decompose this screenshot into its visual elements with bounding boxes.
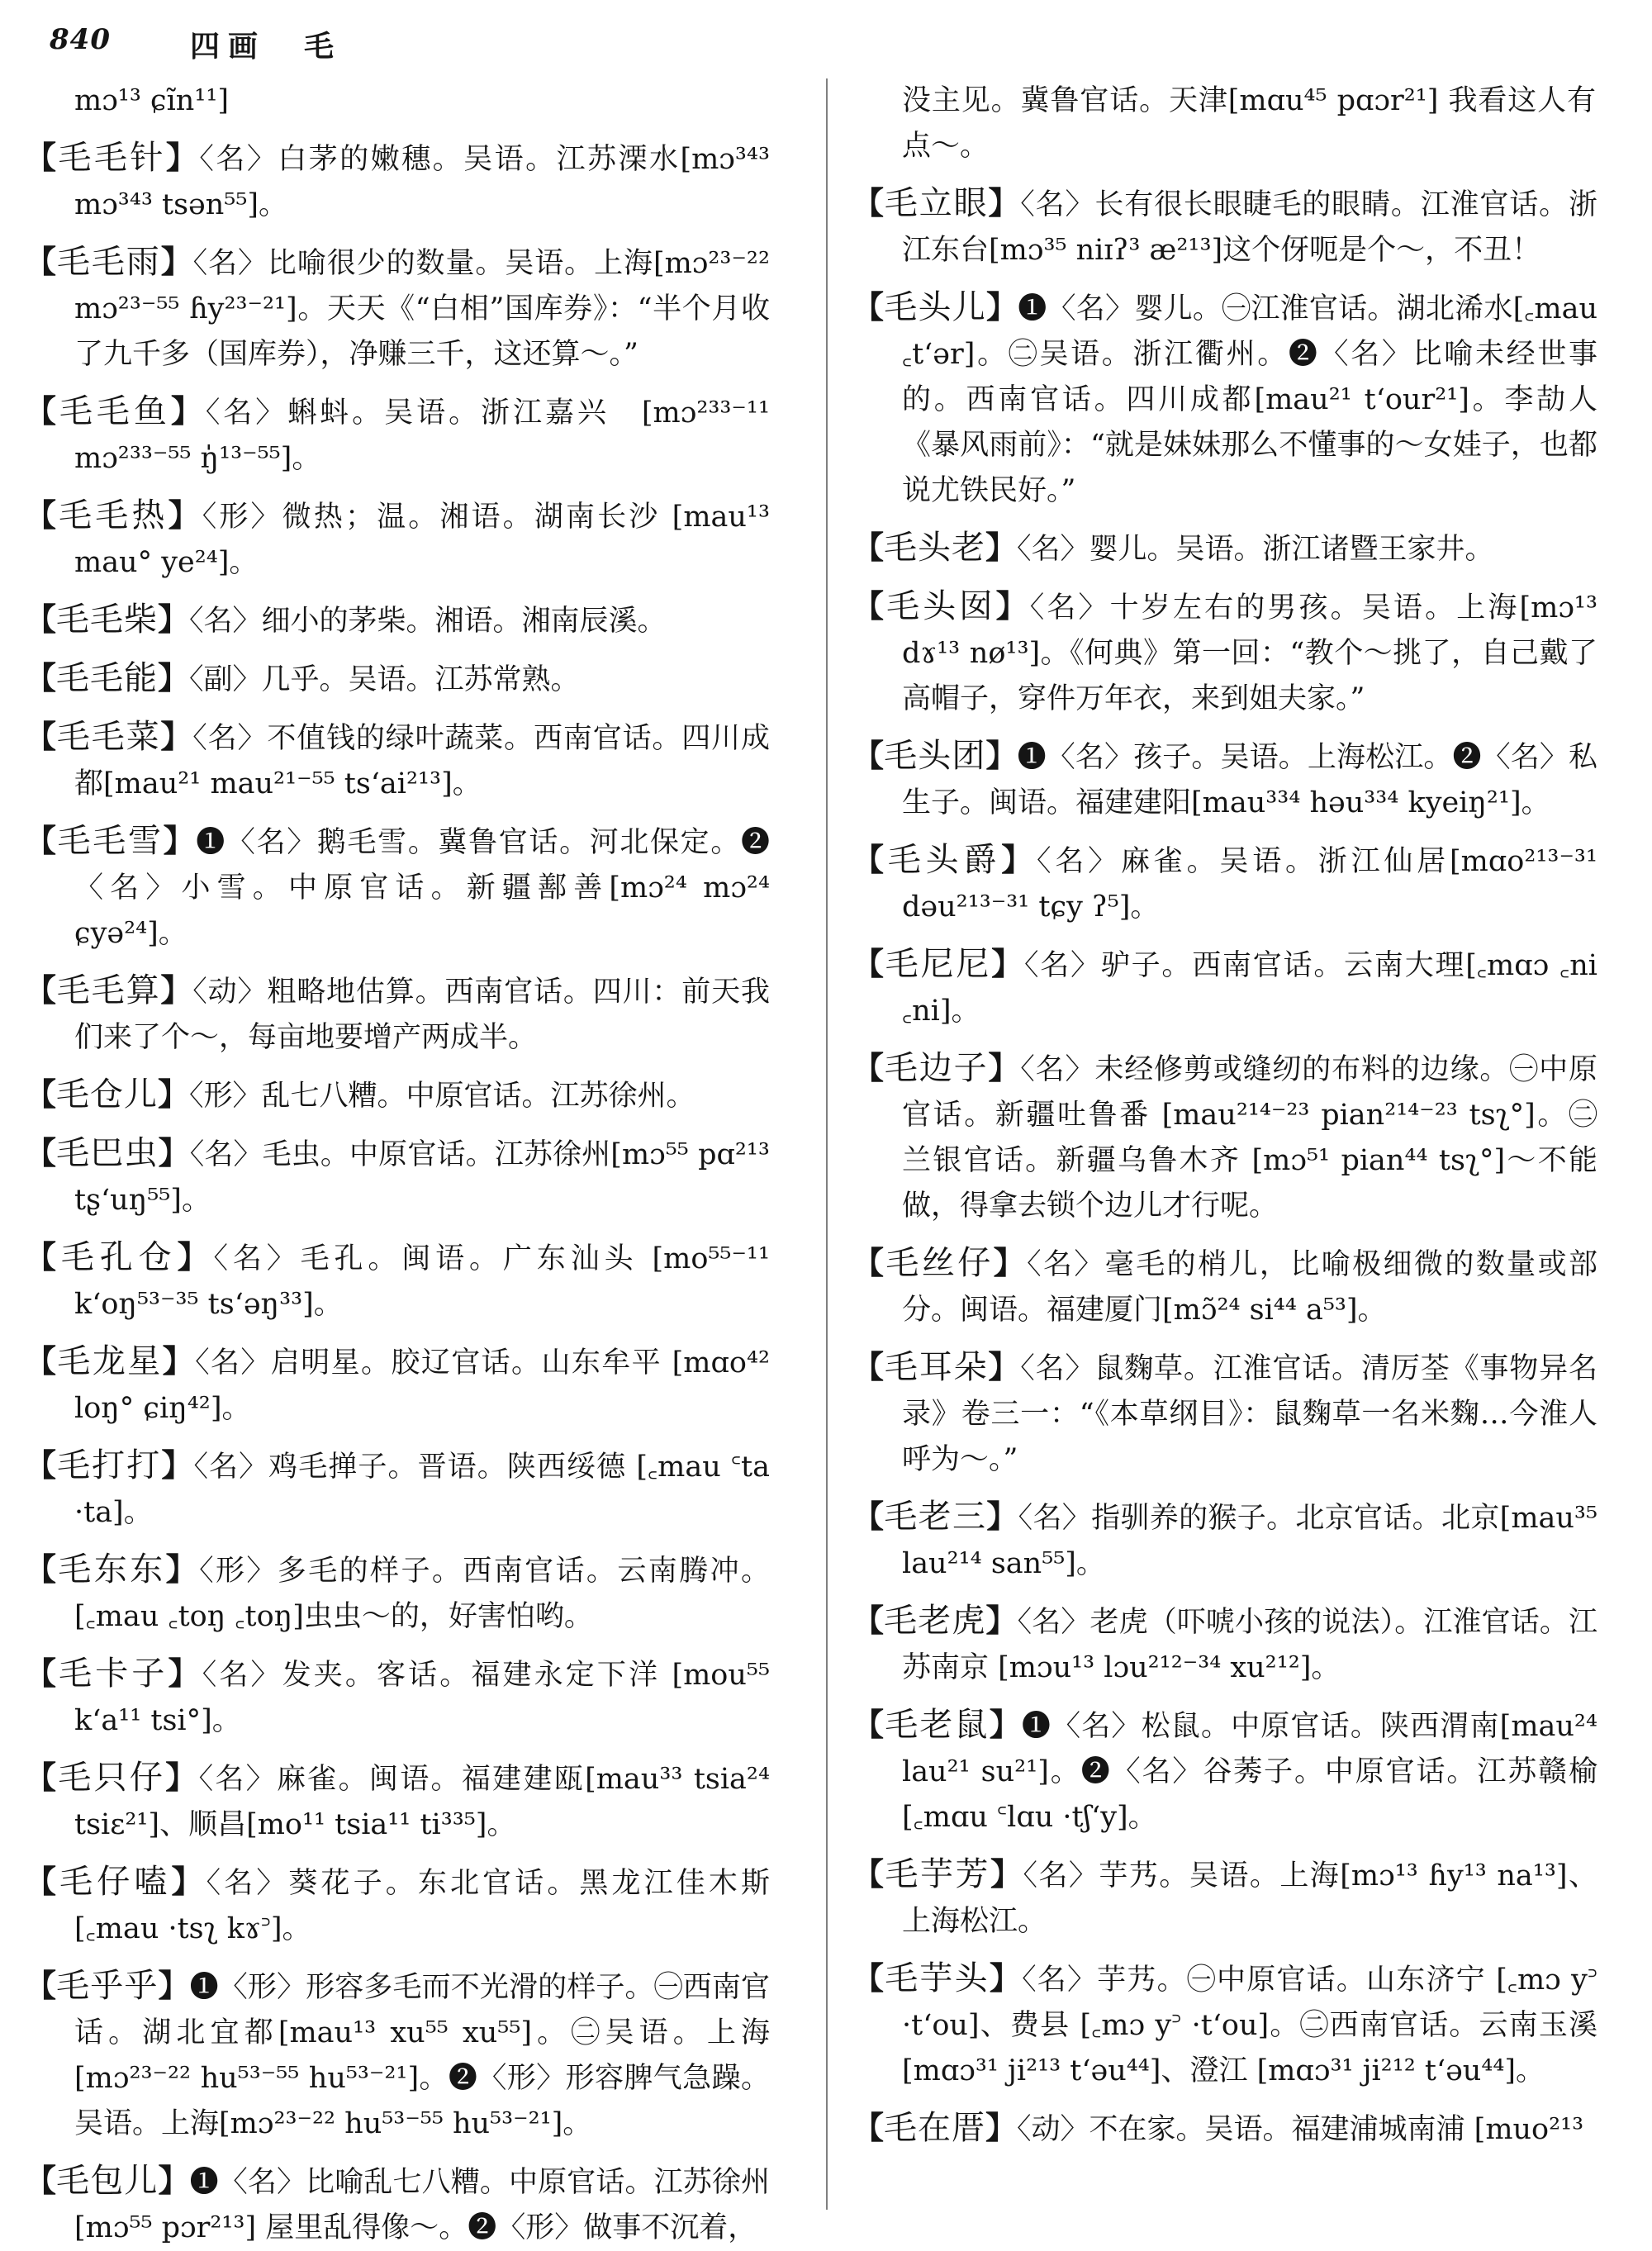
closing-bracket: 】: [986, 1498, 1018, 1535]
entry-headword: 毛只仔: [58, 1759, 166, 1797]
opening-bracket: 【: [25, 659, 57, 696]
dictionary-entry: [852, 1344, 1621, 1483]
entry-definition: 〈形〉微热；温。湘语。湖南长沙 [mau¹³ mau° ye²⁴]。: [74, 501, 770, 579]
entry-headword: 毛东东: [58, 1551, 166, 1589]
opening-bracket: 【: [852, 1049, 885, 1086]
entry-headword: 毛丝仔: [885, 1244, 994, 1282]
opening-bracket: 【: [25, 243, 57, 280]
page-header: [50, 23, 1602, 73]
right-column-continuation: 没主见。冀鲁官话。天津[mɑu⁴⁵ pɑɔr²¹] 我看这人有点～。: [902, 84, 1596, 163]
opening-bracket: 【: [25, 1076, 57, 1113]
opening-bracket: 【: [852, 288, 885, 325]
entry-definition: 〈名〉蝌蚪。吴语。浙江嘉兴 [mɔ²³³⁻¹¹ mɔ²³³⁻⁵⁵ ŋ̍¹³⁻⁵⁵]。: [74, 397, 770, 475]
opening-bracket: 【: [25, 1134, 57, 1171]
closing-bracket: 】: [160, 971, 193, 1009]
entry-headword: 毛毛算: [56, 971, 161, 1009]
closing-bracket: 】: [990, 1855, 1023, 1892]
closing-bracket: 】: [985, 529, 1018, 566]
dictionary-entry: [25, 239, 793, 378]
closing-bracket: 】: [988, 1348, 1021, 1385]
entry-headword: 毛包儿: [56, 2162, 159, 2200]
dictionary-entry: [25, 1338, 793, 1432]
dictionary-entry: [852, 1045, 1621, 1229]
opening-bracket: 【: [25, 1342, 58, 1380]
closing-bracket: 】: [988, 184, 1021, 221]
opening-bracket: 【: [25, 601, 57, 638]
opening-bracket: 【: [852, 587, 887, 624]
opening-bracket: 【: [25, 139, 59, 176]
entry-headword: 毛巴虫: [56, 1134, 159, 1172]
closing-bracket: 】: [168, 1655, 202, 1692]
dictionary-entry: [852, 2105, 1621, 2153]
opening-bracket: 【: [852, 1602, 885, 1639]
entry-definition: ❶〈名〉鹅毛雪。冀鲁官话。河北保定。❷〈名〉小雪。中原官话。新疆鄯善[mɔ²⁴ mɔ²⁴ ɕyə²⁴]。: [74, 826, 770, 950]
entry-definition: 〈名〉鼠麴草。江淮官话。清厉荃《事物异名录》卷三一：“《本草纲目》：鼠麴草一名米麴…今淮人呼为～。”: [902, 1352, 1597, 1476]
opening-bracket: 【: [852, 2109, 885, 2146]
opening-bracket: 【: [25, 1759, 59, 1796]
entry-definition: 〈名〉毛虫。中原官话。江苏徐州[mɔ⁵⁵ pɑ²¹³ tʂ‘uŋ⁵⁵]。: [74, 1138, 770, 1217]
entry-headword: 毛头囡: [886, 587, 996, 625]
entry-definition: 〈形〉多毛的样子。西南官话。云南腾冲。[꜀mau ꜀toŋ ꜀toŋ]虫虫～的，好害怕哟。: [74, 1555, 770, 1633]
entry-definition: 〈名〉芋艿。吴语。上海[mɔ¹³ ɦy¹³ na¹³]、上海松江。: [902, 1859, 1597, 1938]
opening-bracket: 【: [25, 496, 59, 534]
entry-headword: 毛仔嗑: [59, 1863, 172, 1901]
opening-bracket: 【: [852, 1855, 885, 1892]
entry-headword: 毛毛鱼: [59, 392, 171, 430]
page-number: 840: [50, 23, 111, 56]
closing-bracket: 】: [165, 139, 200, 176]
opening-bracket: 【: [852, 1959, 885, 1997]
opening-bracket: 【: [25, 1863, 60, 1900]
entry-definition: 〈名〉麻雀。闽语。福建建瓯[mau³³ tsia²⁴ tsiɛ²¹]、顺昌[mo¹¹ tsia¹¹ ti³³⁵]。: [74, 1763, 770, 1841]
opening-bracket: 【: [25, 971, 57, 1009]
opening-bracket: 【: [852, 529, 885, 566]
opening-bracket: 【: [852, 1348, 885, 1385]
entry-headword: 毛尼尼: [885, 945, 992, 983]
entry-headword: 毛打打: [57, 1446, 162, 1484]
closing-bracket: 】: [158, 659, 190, 696]
entry-definition: 〈名〉老虎（吓唬小孩的说法）。江淮官话。江苏南京 [mɔu¹³ lɔu²¹²⁻³⁴ xu²¹²]。: [902, 1606, 1597, 1684]
entry-definition: 〈动〉粗略地估算。西南官话。四川：前天我们来了个～，每亩地要增产两成半。: [74, 976, 770, 1054]
entry-headword: 毛毛能: [56, 659, 159, 697]
dictionary-entry: [852, 837, 1621, 930]
opening-bracket: 【: [852, 184, 885, 221]
entry-definition: 〈名〉比喻很少的数量。吴语。上海[mɔ²³⁻²² mɔ²³⁻⁵⁵ ɦy²³⁻²¹]。天天《“白相”国库券》：“半个月收了九千多（国库券），净赚三千，这还算～。”: [74, 247, 770, 371]
entry-definition: 〈名〉毫毛的梢儿，比喻极细微的数量或部分。闽语。福建厦门[mɔ̃²⁴ si⁴⁴ a⁵³]。: [902, 1248, 1597, 1327]
entry-headword: 毛芋芳: [885, 1855, 990, 1893]
dictionary-entry: [25, 1071, 793, 1119]
entry-definition: ❶〈名〉比喻乱七八糟。中原官话。江苏徐州[mɔ⁵⁵ pɔr²¹³] 屋里乱得像～。❷〈形〉做事不沉着，: [74, 2166, 770, 2244]
entry-definition: 〈名〉毛孔。闽语。广东汕头 [mo⁵⁵⁻¹¹ k‘oŋ⁵³⁻³⁵ ts‘əŋ³³]。: [74, 1242, 770, 1321]
closing-bracket: 】: [170, 392, 206, 430]
dictionary-entry: [852, 583, 1621, 722]
entry-headword: 毛毛热: [59, 496, 169, 534]
dictionary-entry: [25, 596, 793, 644]
entry-headword: 毛耳朵: [884, 1348, 989, 1386]
closing-bracket: 】: [158, 1967, 190, 2004]
dictionary-entry: [25, 2158, 793, 2251]
entry-definition: 〈名〉不值钱的绿叶蔬菜。西南官话。四川成都[mau²¹ mau²¹⁻⁵⁵ ts‘ai²¹³]。: [74, 722, 770, 800]
dictionary-entry: [25, 388, 793, 482]
entry-definition: ❶〈名〉松鼠。中原官话。陕西渭南[mau²⁴ lau²¹ su²¹]。❷〈名〉谷莠子。中原官话。江苏赣榆 [꜀mɑu ꜂lɑu ·tʃ‘y]。: [902, 1710, 1597, 1834]
dictionary-entry: [25, 967, 793, 1061]
closing-bracket: 】: [162, 1342, 196, 1380]
dictionary-entry: [25, 1963, 793, 2147]
entry-headword: 毛孔仓: [60, 1238, 178, 1276]
opening-bracket: 【: [25, 1655, 59, 1692]
closing-bracket: 】: [168, 496, 202, 534]
entry-headword: 毛芋头: [885, 1959, 990, 1997]
dictionary-entry: [25, 714, 793, 807]
entry-headword: 毛立眼: [884, 184, 989, 222]
entry-headword: 毛老鼠: [885, 1706, 990, 1744]
dictionary-entry: [852, 941, 1621, 1034]
entry-definition: 〈动〉不在家。吴语。福建浦城南浦 [muo²¹³: [1017, 2113, 1584, 2146]
dictionary-entry: [852, 1240, 1621, 1333]
closing-bracket: 】: [989, 1959, 1023, 1997]
dictionary-entry: [25, 1130, 793, 1223]
entry-headword: 毛毛柴: [56, 601, 159, 639]
entry-definition: 〈名〉麻雀。吴语。浙江仙居[mɑo²¹³⁻³¹ dəu²¹³⁻³¹ tɕy ʔ⁵]。: [902, 845, 1597, 924]
dictionary-entry: [25, 1755, 793, 1848]
dictionary-entry: [852, 1494, 1621, 1587]
opening-bracket: 【: [25, 2162, 57, 2199]
entry-headword: 毛头团: [884, 737, 986, 775]
dictionary-entry: [25, 1234, 793, 1327]
closing-bracket: 】: [165, 1759, 199, 1796]
entry-headword: 毛仓儿: [56, 1076, 159, 1114]
closing-bracket: 】: [985, 2109, 1018, 2146]
entry-headword: 毛毛针: [58, 139, 166, 177]
left-column: [25, 78, 793, 2244]
entry-headword: 毛头老: [884, 529, 986, 567]
opening-bracket: 【: [25, 1551, 59, 1588]
opening-bracket: 【: [25, 718, 57, 755]
entry-headword: 毛毛雨: [56, 243, 161, 281]
dictionary-entry: [852, 525, 1621, 572]
entry-definition: 〈副〉几乎。吴语。江苏常熟。: [189, 663, 580, 696]
opening-bracket: 【: [852, 1244, 886, 1281]
closing-bracket: 】: [985, 737, 1018, 774]
closing-bracket: 】: [158, 2162, 190, 2199]
closing-bracket: 】: [160, 243, 193, 280]
entry-headword: 毛毛菜: [56, 718, 161, 756]
closing-bracket: 】: [161, 1446, 194, 1484]
dictionary-entry: [852, 733, 1621, 826]
closing-bracket: 】: [995, 587, 1030, 624]
entry-headword: 毛在厝: [884, 2109, 986, 2147]
section-title: 四画 毛: [190, 29, 343, 64]
entry-definition: 〈名〉白茅的嫩穗。吴语。江苏溧水[mɔ³⁴³ mɔ³⁴³ tsən⁵⁵]。: [74, 143, 770, 221]
entry-definition: ❶〈名〉孩子。吴语。上海松江。❷〈名〉私生子。闽语。福建建阳[mau³³⁴ həu³³⁴ kyeiŋ²¹]。: [902, 741, 1597, 819]
opening-bracket: 【: [25, 1446, 58, 1484]
entry-definition: ❶〈名〉婴儿。㊀江淮官话。湖北浠水[꜀mau ꜀t‘ər]。㊁吴语。浙江衢州。❷〈名〉比喻未经世事的。西南官话。四川成都[mau²¹ t‘our²¹]。李劼人《暴风雨前》：“就是妹妹那么不懂事的～女娃子，也都说尤铁民好。”: [902, 292, 1597, 507]
entry-definition: 〈名〉细小的茅柴。湘语。湘南辰溪。: [189, 605, 667, 638]
opening-bracket: 【: [852, 1498, 885, 1535]
entry-definition: 〈名〉发夹。客话。福建永定下洋 [mou⁵⁵ k‘a¹¹ tsi°]。: [74, 1659, 770, 1737]
dictionary-entry: [852, 284, 1621, 514]
closing-bracket: 】: [993, 1244, 1028, 1281]
closing-bracket: 】: [163, 822, 197, 859]
dictionary-entry: [852, 180, 1621, 273]
closing-bracket: 】: [986, 288, 1018, 325]
entry-headword: 毛头爵: [887, 841, 1002, 879]
opening-bracket: 【: [852, 841, 888, 878]
closing-bracket: 】: [1001, 841, 1037, 878]
closing-bracket: 】: [165, 1551, 200, 1588]
closing-bracket: 】: [171, 1863, 206, 1900]
opening-bracket: 【: [852, 1706, 885, 1743]
opening-bracket: 【: [25, 392, 59, 430]
dictionary-entry: [852, 1598, 1621, 1691]
entry-definition: 〈名〉启明星。胶辽官话。山东牟平 [mɑo⁴² loŋ° ɕiŋ⁴²]。: [74, 1346, 771, 1425]
entry-headword: 毛毛雪: [57, 822, 164, 860]
entry-headword: 毛边子: [884, 1049, 989, 1087]
entry-definition: 〈名〉葵花子。东北官话。黑龙江佳木斯 [꜀mau ·tsʅ kɤ꜄]。: [74, 1867, 770, 1945]
entry-definition: 〈名〉驴子。西南官话。云南大理[꜀mɑɔ ꜀ni ꜀ni]。: [902, 949, 1597, 1028]
dictionary-entry: [25, 1859, 793, 1952]
dictionary-entry: [25, 492, 793, 586]
entry-headword: 毛卡子: [59, 1655, 169, 1693]
dictionary-entry: [25, 1442, 793, 1536]
closing-bracket: 】: [158, 1076, 190, 1113]
dictionary-entry: [852, 1702, 1621, 1840]
dictionary-entry: [852, 1955, 1621, 2094]
closing-bracket: 】: [988, 1049, 1021, 1086]
entry-definition: 〈形〉乱七八糟。中原官话。江苏徐州。: [189, 1080, 695, 1113]
dictionary-entry: [852, 1851, 1621, 1945]
entry-definition: 〈名〉婴儿。吴语。浙江诸暨王家井。: [1017, 533, 1494, 566]
dictionary-entry: [25, 135, 793, 228]
opening-bracket: 【: [25, 1967, 57, 2004]
entry-definition: 〈名〉十岁左右的男孩。吴语。上海[mɔ¹³ dɤ¹³ nø¹³]。《何典》第一回：“教个～挑了，自己戴了高帽子，穿件万年衣，来到姐夫家。”: [902, 591, 1597, 715]
entry-headword: 毛乎乎: [56, 1967, 159, 2005]
closing-bracket: 】: [160, 718, 193, 755]
entry-definition: 〈名〉鸡毛掸子。晋语。陕西绥德 [꜀mau ꜂ta ·ta]。: [74, 1451, 770, 1529]
dictionary-entry: [25, 818, 793, 957]
entry-definition: 〈名〉长有很长眼睫毛的眼睛。江淮官话。浙江东台[mɔ³⁵ niɪʔ³ æ²¹³]这个伢呃是个～，不丑！: [902, 188, 1597, 267]
dictionary-entry: [25, 1650, 793, 1744]
closing-bracket: 】: [985, 1602, 1018, 1639]
opening-bracket: 【: [25, 822, 58, 859]
opening-bracket: 【: [852, 737, 885, 774]
entry-headword: 毛老三: [884, 1498, 987, 1536]
dictionary-entry: [25, 1546, 793, 1640]
opening-bracket: 【: [852, 945, 885, 982]
dictionary-entry: [25, 655, 793, 703]
opening-bracket: 【: [25, 1238, 61, 1275]
column-divider: [826, 78, 828, 2210]
closing-bracket: 】: [158, 1134, 190, 1171]
entry-headword: 毛头儿: [884, 288, 987, 326]
entry-definition: 〈名〉芋艿。㊀中原官话。山东济宁 [꜀mɔ y꜄ ·t‘ou]、费县 [꜀mɔ y꜄ ·t‘ou]。㊁西南官话。云南玉溪 [mɑɔ³¹ ji²¹³ t‘əu⁴⁴]、澄江 [mɑɔ³¹ ji²¹² t‘əu⁴⁴]。: [902, 1964, 1597, 2087]
entry-definition: ❶〈形〉形容多毛而不光滑的样子。㊀西南官话。湖北宜都[mau¹³ xu⁵⁵ xu⁵⁵]。㊁吴语。上海[mɔ²³⁻²² hu⁵³⁻⁵⁵ hu⁵³⁻²¹]。❷〈形〉形容脾气急躁。吴语。上海[mɔ²³⁻²² hu⁵³⁻⁵⁵ hu⁵³⁻²¹]。: [74, 1971, 770, 2140]
closing-bracket: 】: [989, 1706, 1022, 1743]
right-column: [852, 78, 1621, 2210]
entry-definition: 〈名〉未经修剪或缝纫的布料的边缘。㊀中原官话。新疆吐鲁番 [mau²¹⁴⁻²³ pian²¹⁴⁻²³ tsʅ°]。㊁兰银官话。新疆乌鲁木齐 [mɔ⁵¹ pian⁴⁴ tsʅ°]～不能做，得拿去锁个边儿才行呢。: [902, 1053, 1597, 1223]
entry-definition: 〈名〉指驯养的猴子。北京官话。北京[mau³⁵ lau²¹⁴ san⁵⁵]。: [902, 1502, 1597, 1580]
entry-headword: 毛老虎: [884, 1602, 986, 1640]
closing-bracket: 】: [158, 601, 190, 638]
closing-bracket: 】: [991, 945, 1024, 982]
entry-headword: 毛龙星: [57, 1342, 163, 1380]
closing-bracket: 】: [177, 1238, 214, 1275]
left-column-continuation: mɔ¹³ ɕĩn¹¹]: [74, 84, 230, 117]
